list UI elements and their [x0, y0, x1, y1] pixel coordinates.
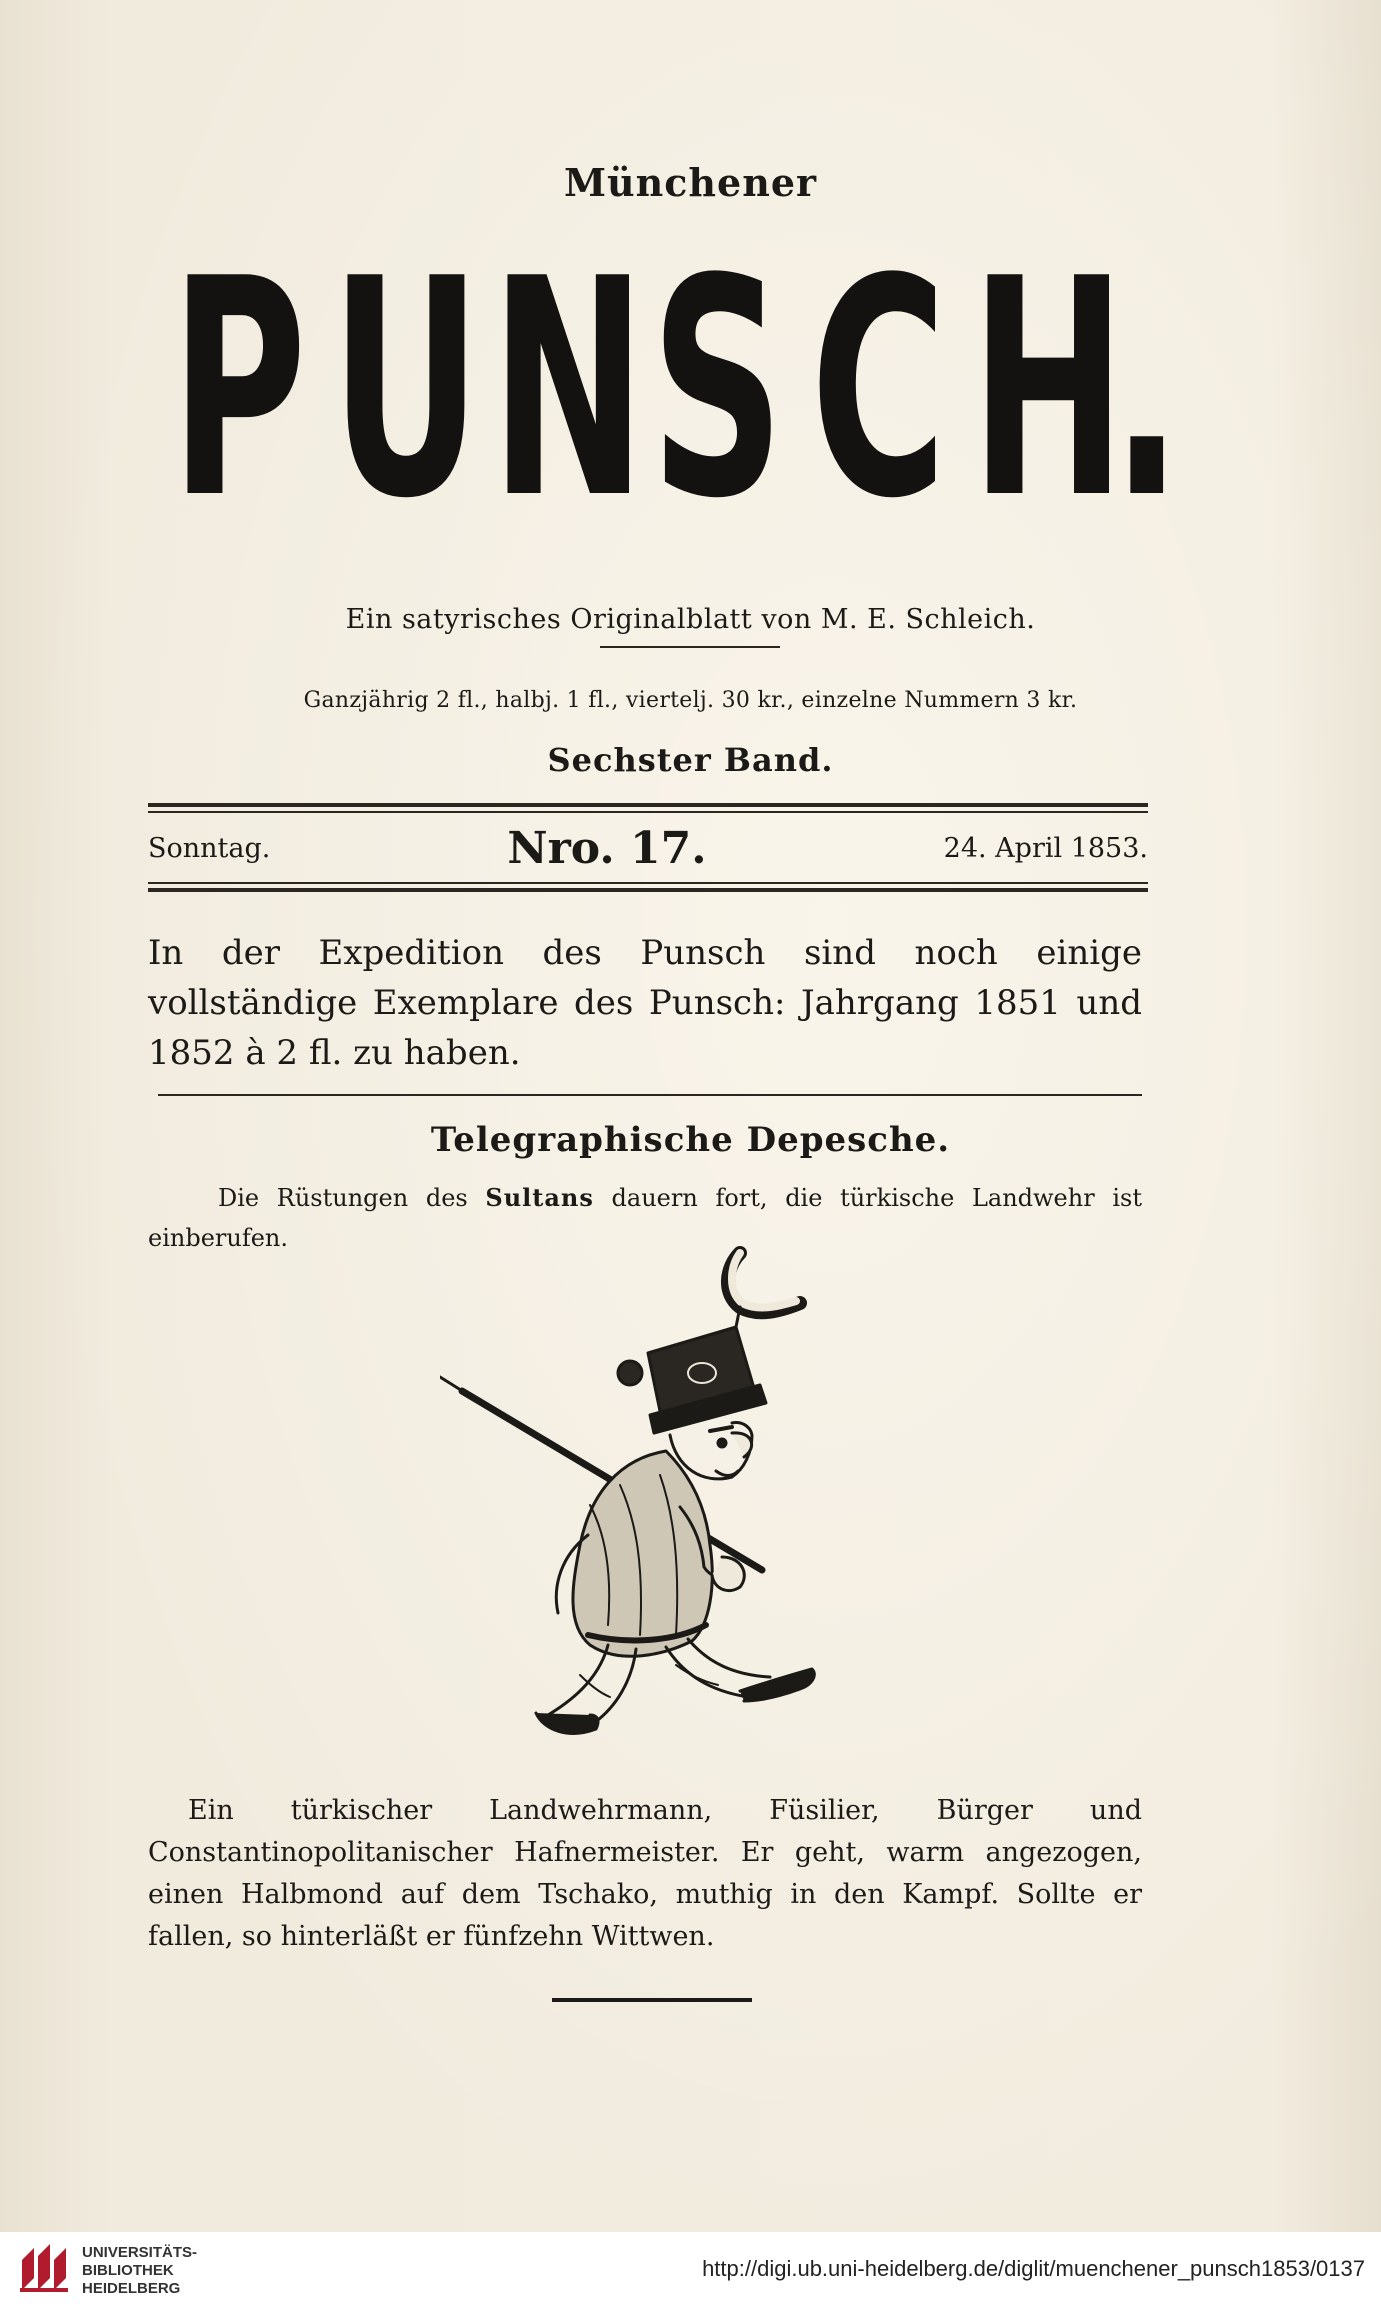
- sales-notice: In der Expedition des Punsch sind noch einige vollständige Exemplare des Punsch: Jahrgang 1851 und 1852 à 2 fl. zu haben.: [148, 933, 1142, 1073]
- issue-bottom-rule: [148, 888, 1148, 892]
- issue-top-rule-thin: [148, 811, 1148, 813]
- subscription-price: Ganzjährig 2 fl., halbj. 1 fl., viertelj. 30 kr., einzelne Nummern 3 kr.: [303, 688, 1078, 713]
- masthead-title: [140, 215, 1183, 564]
- source-url[interactable]: http://digi.ub.uni-heidelberg.de/diglit/muenchener_punsch1853/0137: [702, 2256, 1365, 2281]
- dispatch-text-before: Die Rüstungen des: [218, 1184, 486, 1212]
- issue-number: Nro. 17.: [507, 822, 707, 874]
- library-name: [82, 2244, 197, 2298]
- library-name-line: BIBLIOTHEK: [82, 2262, 174, 2279]
- library-name-line: HEIDELBERG: [82, 2280, 181, 2297]
- title-letter: S: [650, 215, 785, 564]
- library-logo-icon: [14, 2238, 74, 2298]
- issue-top-rule: [148, 803, 1148, 807]
- digitization-footer: [0, 2232, 1381, 2315]
- subtitle-rule: [600, 646, 780, 648]
- title-letter: .: [1111, 215, 1183, 564]
- title-letter: U: [330, 215, 482, 564]
- title-letter: C: [810, 215, 947, 564]
- title-letter: H: [970, 215, 1127, 564]
- title-letter: P: [170, 215, 307, 564]
- dispatch-sultan: Sultans: [485, 1183, 594, 1212]
- issue-day: Sonntag.: [148, 832, 271, 864]
- masthead-city: Münchener: [563, 160, 818, 205]
- issue-bar: [148, 818, 1148, 878]
- dispatch-title: Telegraphische Depesche.: [430, 1120, 951, 1160]
- notice-rule: [158, 1094, 1142, 1096]
- illustration-caption: Ein türkischer Landwehrmann, Füsilier, Bürger und Constantinopolitanischer Hafnermeister. Er geht, warm angezogen, einen Halbmond auf dem Tschako, muthig in den Kampf. Sollte er fallen, so hinterläßt er fünfzehn Wittwen.: [148, 1795, 1142, 1952]
- end-rule: [552, 1998, 752, 2002]
- volume-label: Sechster Band.: [547, 741, 834, 779]
- masthead-subtitle: Ein satyrisches Originalblatt von M. E. Schleich.: [345, 604, 1036, 635]
- dispatch-text-after: dauern fort, die türkische Landwehr ist einberufen.: [148, 1184, 1142, 1252]
- library-name-line: UNIVERSITÄTS-: [82, 2244, 198, 2261]
- issue-date: 24. April 1853.: [943, 832, 1148, 864]
- issue-bottom-rule-thin: [148, 882, 1148, 884]
- turkish-soldier-illustration: [440, 1245, 840, 1765]
- title-letter: N: [490, 215, 647, 564]
